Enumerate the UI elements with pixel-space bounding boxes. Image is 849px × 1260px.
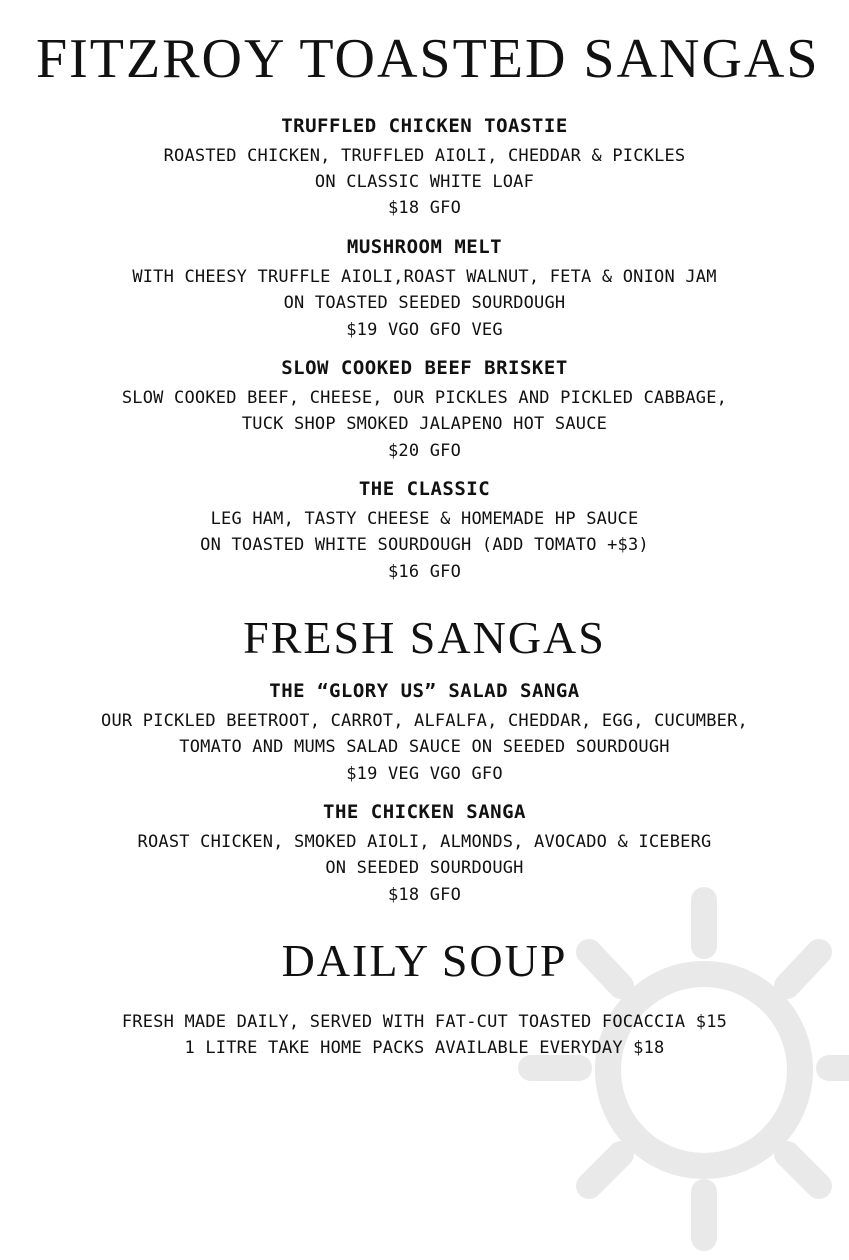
menu-item-price: $19 VEG VGO GFO [346,763,503,784]
menu-item [36,680,813,787]
page-title: FITZROY TOASTED SANGAS [36,28,820,90]
menu-item-price: $18 GFO [387,198,462,219]
daily-soup-line: 1 LITRE TAKE HOME PACKS AVAILABLE EVERYDAY $18 [184,1038,665,1059]
section-daily-soup [36,1009,813,1062]
menu-item-name: MUSHROOM MELT [346,235,503,258]
section-toasted-sangas [36,115,813,585]
menu-item-price: $16 GFO [387,561,462,582]
menu-item-price: $19 VGO GFO VEG [346,319,503,340]
section-fresh-sangas [36,680,813,908]
section-heading-daily-soup: DAILY SOUP [281,934,568,986]
menu-item-description-line: TUCK SHOP SMOKED JALAPENO HOT SAUCE [241,414,608,435]
menu-item-description-line: LEG HAM, TASTY CHEESE & HOMEMADE HP SAUCE [210,508,639,529]
menu-item-name: SLOW COOKED BEEF BRISKET [281,356,568,379]
menu-item-description-line: ON CLASSIC WHITE LOAF [314,172,535,193]
section-heading-fresh-sangas: FRESH SANGAS [243,611,606,663]
menu-item-price: $20 GFO [387,440,462,461]
menu-item [36,357,813,464]
menu-item-price: $18 GFO [387,884,462,905]
menu-item-name: THE “GLORY US” SALAD SANGA [269,679,580,702]
daily-soup-line: FRESH MADE DAILY, SERVED WITH FAT-CUT TOASTED FOCACCIA $15 [121,1011,728,1032]
menu-item-description-line: TOMATO AND MUMS SALAD SAUCE ON SEEDED SOURDOUGH [179,737,670,758]
menu-item-description-line: SLOW COOKED BEEF, CHEESE, OUR PICKLES AND PICKLED CABBAGE, [121,387,728,408]
menu-item-description-line: ON TOASTED SEEDED SOURDOUGH [283,293,566,314]
menu-item-name: TRUFFLED CHICKEN TOASTIE [281,114,568,137]
menu-item-description-line: ON SEEDED SOURDOUGH [325,858,524,879]
menu-item [36,236,813,343]
menu-item [36,801,813,908]
menu-item-description-line: ROASTED CHICKEN, TRUFFLED AIOLI, CHEDDAR & PICKLES [163,145,686,166]
menu-item [36,478,813,585]
menu-item-description-line: WITH CHEESY TRUFFLE AIOLI,ROAST WALNUT, FETA & ONION JAM [132,266,717,287]
menu-item-description-line: OUR PICKLED BEETROOT, CARROT, ALFALFA, CHEDDAR, EGG, CUCUMBER, [101,710,748,731]
menu-item-name: THE CLASSIC [358,477,491,500]
menu-item-description-line: ROAST CHICKEN, SMOKED AIOLI, ALMONDS, AVOCADO & ICEBERG [137,831,712,852]
menu-item [36,115,813,222]
menu-item-name: THE CHICKEN SANGA [323,800,526,823]
menu-item-description-line: ON TOASTED WHITE SOURDOUGH (ADD TOMATO +$3) [200,535,649,556]
